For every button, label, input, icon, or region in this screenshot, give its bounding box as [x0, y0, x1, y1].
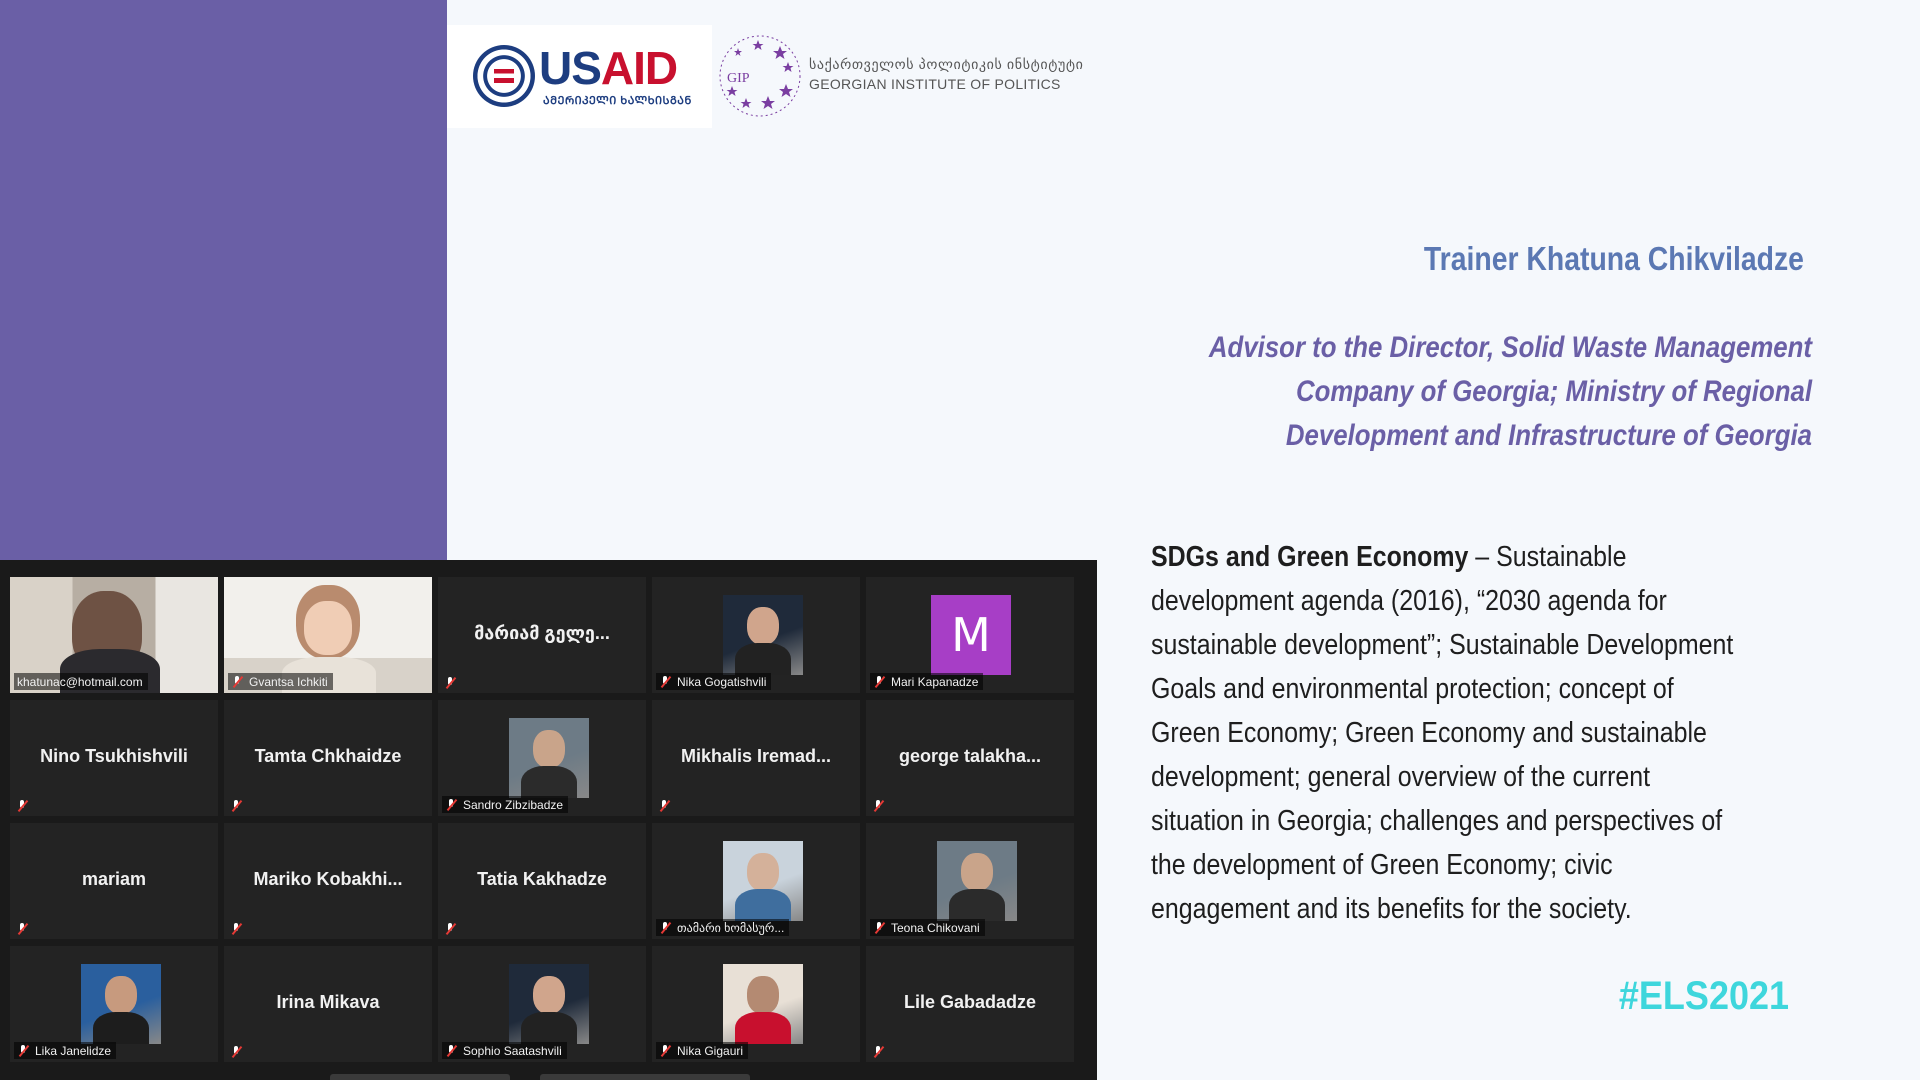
participant-name-label: Teona Chikovani	[870, 919, 985, 936]
participant-photo	[509, 718, 589, 798]
avatar: M	[931, 595, 1011, 675]
description-line: development agenda (2016), “2030 agenda for	[1151, 585, 1667, 617]
participant-tile[interactable]	[10, 823, 218, 939]
muted-mic-icon	[658, 799, 670, 812]
gallery-page-indicator[interactable]	[330, 1074, 510, 1080]
participant-name: Mikhalis Iremad...	[680, 746, 832, 766]
usaid-logo	[447, 25, 712, 128]
participant-tile[interactable]	[652, 700, 860, 816]
position-line: Development and Infrastructure of Georgia	[1285, 419, 1812, 452]
svg-text:GIP: GIP	[727, 71, 750, 86]
hashtag: #ELS2021	[1618, 974, 1789, 1018]
muted-mic-icon	[659, 921, 671, 934]
participant-name-label: Nika Gogatishvili	[656, 673, 771, 690]
participant-tile[interactable]	[10, 700, 218, 816]
participant-name: Mariko Kobakhi...	[253, 869, 403, 889]
usaid-subtitle: ᲐᲛᲔᲠᲘᲙᲔᲚᲘ ᲮᲐᲚᲮᲘᲡᲒᲐᲜ	[543, 95, 692, 107]
usaid-wordmark: USAID	[539, 42, 678, 94]
participant-name: Lile Gabadadze	[903, 992, 1037, 1012]
trainer-title: Trainer Khatuna Chikviladze	[1423, 240, 1804, 277]
participant-photo	[81, 964, 161, 1044]
muted-mic-icon	[444, 676, 456, 689]
muted-mic-icon	[16, 922, 28, 935]
gip-georgian-name: საქართველოს პოლიტიკის ინსტიტუტი	[809, 56, 1084, 72]
participant-photo	[723, 841, 803, 921]
muted-mic-icon	[17, 1044, 29, 1057]
muted-mic-icon	[230, 799, 242, 812]
participant-name-label: Sophio Saatashvili	[442, 1042, 567, 1059]
participant-tile[interactable]	[224, 946, 432, 1062]
muted-mic-icon	[659, 1044, 671, 1057]
participant-name: Tatia Kakhadze	[477, 869, 607, 889]
purple-side-panel	[0, 0, 447, 560]
description-line: Green Economy; Green Economy and sustainable	[1151, 717, 1707, 749]
participant-tile[interactable]	[652, 946, 860, 1062]
description-line: situation in Georgia; challenges and perspectives of	[1151, 805, 1723, 837]
description-line: the development of Green Economy; civic	[1151, 849, 1613, 881]
participant-tile[interactable]	[224, 823, 432, 939]
description-line: Goals and environmental protection; concept of	[1151, 673, 1674, 705]
muted-mic-icon	[659, 675, 671, 688]
participant-tile[interactable]	[10, 577, 218, 693]
participant-name: Irina Mikava	[276, 992, 380, 1012]
participant-photo	[723, 595, 803, 675]
participant-tile[interactable]	[438, 946, 646, 1062]
muted-mic-icon	[872, 1045, 884, 1058]
participant-tile[interactable]	[652, 823, 860, 939]
session-topic: SDGs and Green Economy	[1151, 541, 1469, 573]
participant-name: მარიამ გელე...	[474, 623, 610, 643]
position-line: Company of Georgia; Ministry of Regional	[1295, 375, 1812, 408]
participant-name-label: Mari Kapanadze	[870, 673, 983, 690]
position-line: Advisor to the Director, Solid Waste Management	[1208, 331, 1812, 364]
participant-tile[interactable]	[224, 700, 432, 816]
participant-tile[interactable]	[438, 700, 646, 816]
participant-tile[interactable]	[224, 577, 432, 693]
participant-tile[interactable]	[866, 823, 1074, 939]
muted-mic-icon	[445, 798, 457, 811]
gallery-page-indicator[interactable]	[540, 1074, 750, 1080]
usaid-seal-icon	[473, 45, 535, 107]
participant-name-label: თამარი ხომასურ...	[656, 919, 789, 936]
participant-photo	[723, 964, 803, 1044]
muted-mic-icon	[230, 922, 242, 935]
participant-photo	[509, 964, 589, 1044]
video-gallery	[0, 560, 1097, 1080]
description-line: sustainable development”; Sustainable Development	[1151, 629, 1734, 661]
muted-mic-icon	[873, 921, 885, 934]
participant-name: george talakha...	[898, 746, 1042, 766]
participant-name: Nino Tsukhishvili	[40, 746, 188, 766]
participant-name: Tamta Chkhaidze	[254, 746, 402, 766]
description-line: development; general overview of the current	[1151, 761, 1651, 793]
gip-star-globe-icon	[718, 34, 802, 118]
participant-name-label: khatunac@hotmail.com	[14, 673, 148, 690]
participant-photo	[937, 841, 1017, 921]
description-line: engagement and its benefits for the society.	[1151, 893, 1632, 925]
muted-mic-icon	[231, 675, 243, 688]
participant-tile[interactable]	[10, 946, 218, 1062]
participant-tile[interactable]	[866, 577, 1074, 693]
muted-mic-icon	[445, 1044, 457, 1057]
muted-mic-icon	[872, 799, 884, 812]
muted-mic-icon	[230, 1045, 242, 1058]
participant-name-label: Nika Gigauri	[656, 1042, 748, 1059]
session-description: SDGs and Green Economy – Sustainable development agenda (2016), “2030 agenda for sustainable development”; Sustainable Development Goals and environmental protection; concept of Green Economy; Green Economy and sustainable development; general overview of the current situation in Georgia; challenges and perspectives of the development of Green Economy; civic engagement and its benefits for the society.	[1151, 535, 1871, 931]
participant-tile[interactable]	[652, 577, 860, 693]
participant-tile[interactable]	[438, 577, 646, 693]
participant-tile[interactable]	[438, 823, 646, 939]
participant-name-label: Lika Janelidze	[14, 1042, 116, 1059]
trainer-position	[1032, 326, 1812, 458]
participant-name-label: Gvantsa Ichkiti	[228, 673, 333, 690]
gip-english-name: GEORGIAN INSTITUTE OF POLITICS	[809, 76, 1061, 92]
participant-tile[interactable]	[866, 700, 1074, 816]
participant-name: mariam	[81, 869, 147, 889]
muted-mic-icon	[873, 675, 885, 688]
participant-tile[interactable]	[866, 946, 1074, 1062]
muted-mic-icon	[444, 922, 456, 935]
gip-logo	[718, 34, 1084, 118]
muted-mic-icon	[16, 799, 28, 812]
participant-name-label: Sandro Zibzibadze	[442, 796, 568, 813]
